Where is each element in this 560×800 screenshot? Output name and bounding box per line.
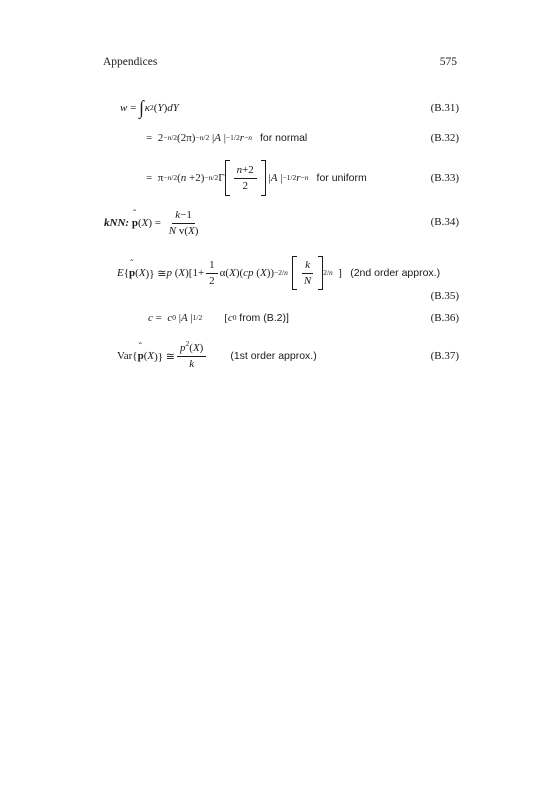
equation-b36: c = c 0 | A | 1/2 [ c 0 from (B.2)] (B.36) [148, 312, 459, 324]
equation-number: (B.35) [430, 290, 459, 302]
knn-label: kNN: [104, 217, 130, 229]
equation-note: from (B.2)] [239, 312, 289, 324]
equation-number: (B.33) [430, 172, 459, 184]
page-number: 575 [439, 56, 457, 68]
equation-b35: E { ˆ p ( X )} ≅ p ( X )[1+ $\frac{1}{2}$ α( X )( cp ( X )) −2/n $\frac{k}{N}$ 2/n ] (2nd order approx.) [0, 253, 560, 293]
equation-note: (2nd order approx.) [350, 267, 441, 279]
equation-b32: = 2 −n/2 (2π) −n/2 | A | −1/2 r −n for normal (B.32) [146, 132, 459, 144]
equation-number: (B.36) [430, 312, 459, 324]
equation-note: for uniform [316, 172, 367, 184]
running-header: Appendices [103, 56, 158, 68]
equation-number: (B.34) [430, 216, 459, 228]
equation-note: (1st order approx.) [230, 350, 317, 362]
equation-note: for normal [260, 132, 308, 144]
equation-b37: Var{ ˆ p ( X )} ≅ $\frac{p^2(X)}{k}$ (1st order approx.) (B.37) [0, 338, 560, 374]
equation-b33: = π −n/2 ( n +2) −n/2 Γ $\frac{n+2}{2}$ | A | −1/2 r −n for uniform (B.33) [0, 160, 560, 196]
equation-b35-number-row [0, 286, 560, 306]
equation-number: (B.37) [430, 350, 459, 362]
equation-b34: kNN: ˆ p ( X ) = $\frac{k-1}{\text{N v(X)}}$ (B.34) [0, 206, 560, 240]
equation-number: (B.31) [430, 102, 459, 114]
equation-number: (B.32) [430, 132, 459, 144]
equation-b31: w = ∫ κ 2 ( Y ) dY (B.31) [120, 96, 459, 119]
